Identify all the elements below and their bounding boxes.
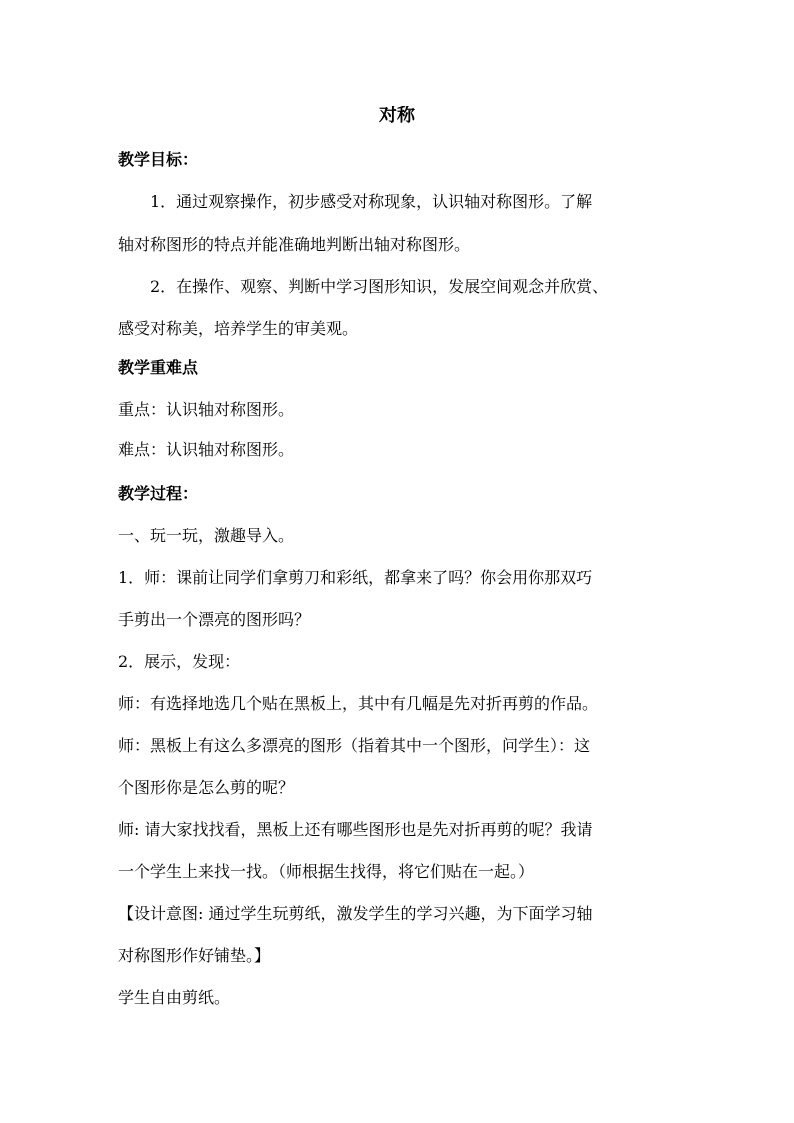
paragraph-line: 2．展示，发现： <box>118 652 241 671</box>
section-heading-process: 教学过程： <box>118 484 199 503</box>
paragraph-line: 1．师：课前让同学们拿剪刀和彩纸，都拿来了吗？你会用你那双巧 <box>118 568 593 587</box>
section-heading-key-points: 教学重难点 <box>118 358 199 377</box>
paragraph-line: 难点：认识轴对称图形。 <box>118 440 295 459</box>
paragraph-line: 【设计意图: 通过学生玩剪纸，激发学生的学习兴趣，为下面学习轴 <box>118 904 593 923</box>
paragraph-line: 轴对称图形的特点并能准确地判断出轴对称图形。 <box>118 235 471 254</box>
paragraph-line: 个图形你是怎么剪的呢？ <box>118 778 295 797</box>
document-title: 对称 <box>379 106 415 126</box>
paragraph-line: 一个学生上来找一找。（师根据生找得，将它们贴在一起。） <box>118 862 535 881</box>
paragraph-line: 手剪出一个漂亮的图形吗？ <box>118 610 311 629</box>
paragraph-line: 感受对称美，培养学生的审美观。 <box>118 319 359 338</box>
paragraph-line: 学生自由剪纸。 <box>118 988 231 1007</box>
paragraph-line: 师：有选择地选几个贴在黑板上，其中有几幅是先对折再剪的作品。 <box>118 694 599 713</box>
section-heading-objectives: 教学目标： <box>118 150 199 169</box>
paragraph-line: 对称图形作好铺垫。】 <box>118 946 271 965</box>
paragraph-line: 一、玩一玩，激趣导入。 <box>118 526 295 545</box>
paragraph-line: 2．在操作、观察、判断中学习图形知识，发展空间观念并欣赏、 <box>150 277 609 296</box>
paragraph-line: 师: 请大家找找看，黑板上还有哪些图形也是先对折再剪的呢？我请 <box>118 820 593 839</box>
paragraph-line: 1．通过观察操作，初步感受对称现象，认识轴对称图形。了解 <box>150 192 593 211</box>
paragraph-line: 师：黑板上有这么多漂亮的图形（指着其中一个图形，问学生）：这 <box>118 736 591 755</box>
paragraph-line: 重点：认识轴对称图形。 <box>118 400 295 419</box>
